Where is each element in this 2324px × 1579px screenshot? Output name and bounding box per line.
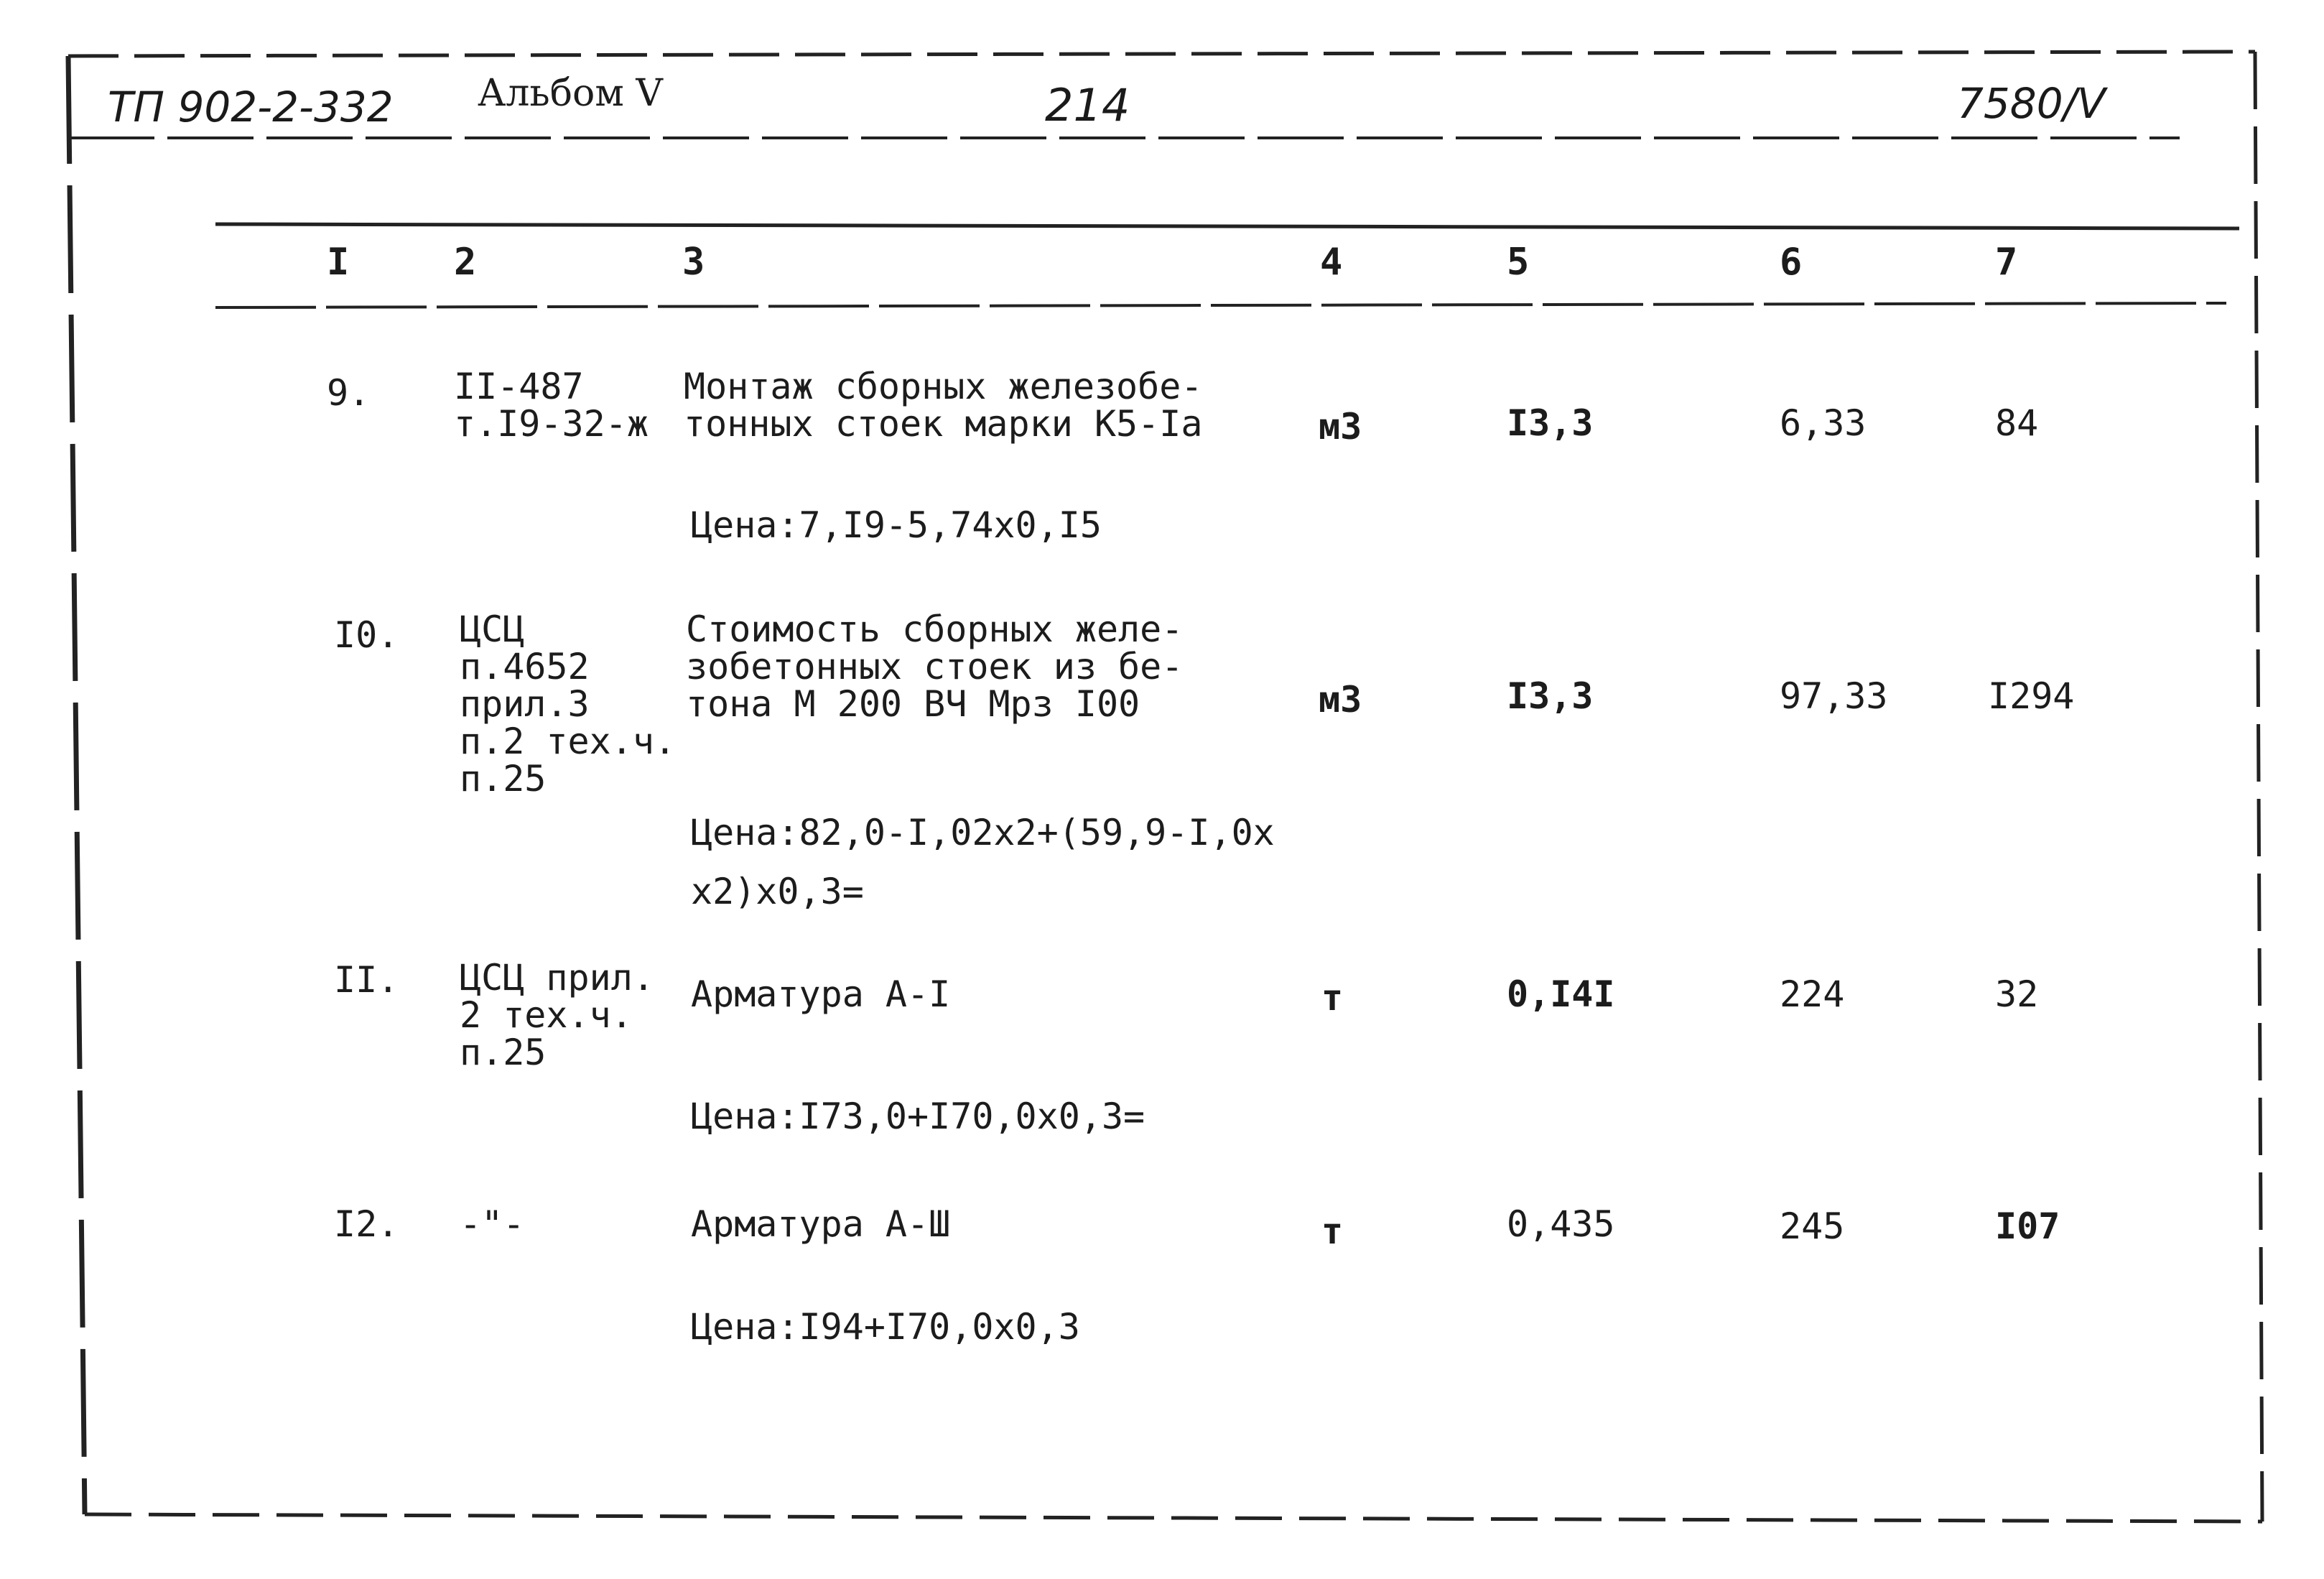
row-quantity: 0,435 (1507, 1203, 1615, 1245)
row-unit-price: 224 (1780, 973, 1845, 1015)
col-num-2: 2 (454, 241, 477, 284)
row-total: 84 (1995, 402, 2039, 444)
row-quantity: 0,I4I (1507, 973, 1615, 1015)
row-reference: ЦСЦ прил. 2 тех.ч. п.25 (460, 957, 654, 1073)
frame-bottom-border (85, 1514, 2262, 1522)
inventory-number: 7580/V (1957, 79, 2106, 128)
row-unit-price: 245 (1780, 1205, 1845, 1247)
row-quantity: I3,3 (1507, 675, 1594, 717)
frame-left-border (68, 56, 85, 1514)
col-num-3: 3 (682, 241, 705, 284)
frame-top-border (68, 52, 2255, 56)
row-price-formula: Цена:7,I9-5,74х0,I5 (691, 504, 1102, 546)
row-unit: т (1321, 1210, 1344, 1252)
col-num-1: I (327, 241, 350, 284)
table-head-top-rule (215, 224, 2239, 228)
doc-code: ТП 902-2-332 (108, 83, 394, 131)
col-num-5: 5 (1507, 241, 1530, 284)
row-total: 32 (1995, 973, 2039, 1015)
row-number: II. (334, 959, 399, 1001)
row-number: I0. (334, 614, 399, 656)
row-unit: м3 (1319, 406, 1362, 448)
table-head-bottom-rule (215, 303, 2226, 307)
row-reference: II-487 т.I9-32-ж (454, 366, 649, 445)
col-num-7: 7 (1995, 241, 2018, 284)
row-price-formula: Цена:I94+I70,0х0,3 (691, 1306, 1080, 1348)
col-num-4: 4 (1320, 241, 1343, 284)
row-description: Арматура А-I (691, 973, 951, 1015)
row-unit: т (1321, 977, 1344, 1019)
row-description: Стоимость сборных желе- зобетонных стоек из бе- тона М 200 ВЧ Мрз I00 (686, 608, 1184, 725)
row-price-formula: Цена:82,0-I,02х2+(59,9-I,0х х2)х0,3= (691, 812, 1275, 912)
row-description: Монтаж сборных железобе- тонных стоек марки К5-Iа (684, 366, 1203, 445)
row-reference: -"- (460, 1203, 525, 1245)
row-number: 9. (327, 372, 371, 414)
row-unit-price: 6,33 (1780, 402, 1867, 444)
row-quantity: I3,3 (1507, 402, 1594, 444)
row-unit: м3 (1319, 679, 1362, 721)
row-description: Арматура А-Ш (691, 1203, 951, 1245)
page-number: 214 (1045, 79, 1130, 131)
row-reference: ЦСЦ п.4652 прил.3 п.2 тех.ч. п.25 (460, 608, 677, 800)
frame-right-border (2255, 52, 2262, 1522)
row-number: I2. (334, 1203, 399, 1245)
row-unit-price: 97,33 (1780, 675, 1888, 717)
album-label: Альбом V (478, 72, 663, 115)
row-total: I294 (1988, 675, 2075, 717)
row-total: I07 (1995, 1205, 2060, 1247)
row-price-formula: Цена:I73,0+I70,0х0,3= (691, 1096, 1145, 1137)
col-num-6: 6 (1780, 241, 1803, 284)
